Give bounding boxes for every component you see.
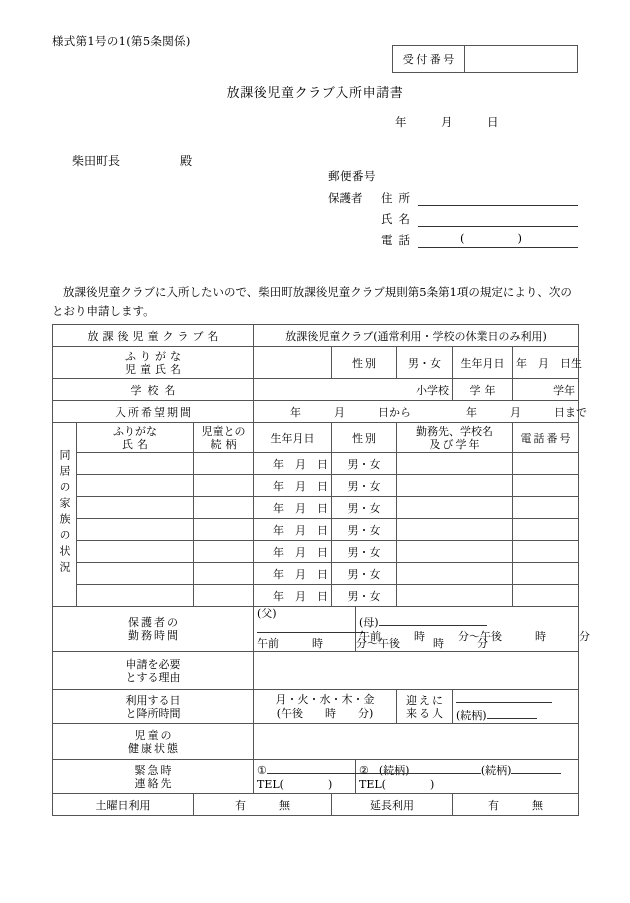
guardian-prefix: 保護者 [328,191,363,205]
table-row [53,563,579,585]
emergency2-tel-row[interactable] [359,778,575,792]
table-row-emergency [53,760,579,794]
table-row-options [53,794,579,816]
emergency2-name-row [359,762,575,778]
reason-input[interactable] [254,652,579,690]
family-cell-birth[interactable]: 年 月 日 [254,541,332,563]
father-label: (父) [257,607,277,620]
family-header-birth: 生年月日 [254,423,332,453]
child-birth-value[interactable]: 年 月 日生 [513,347,579,379]
table-row [53,541,579,563]
period-label: 入所希望期間 [53,401,254,423]
family-cell-work[interactable] [397,475,513,497]
family-cell-name[interactable] [77,497,194,519]
child-furigana-label: ふりがな [125,349,185,363]
father-label-row [257,607,352,637]
child-gender-label: 性別 [332,347,397,379]
pickup-name-row [456,691,575,707]
table-row-health [53,724,579,760]
family-cell-name[interactable] [77,585,194,607]
pickup-relation-row [456,707,575,723]
pickup-person-label: 迎えに 来る人 [397,690,453,724]
mother-label: (母) [359,616,379,629]
family-header-work: 勤務先、学校名 及び学年 [397,423,513,453]
family-cell-birth[interactable]: 年 月 日 [254,497,332,519]
table-row-period [53,401,579,423]
family-cell-name[interactable] [77,519,194,541]
guardian-name-label: 氏名 [381,212,416,226]
school-name-input[interactable] [254,379,453,401]
table-row-family-header [53,423,579,453]
emergency-contact-2[interactable] [356,760,579,794]
emergency1-tel-label: TEL [257,777,280,791]
extension-use-value[interactable]: 有 無 [453,794,579,816]
family-header-furigana: ふりがな [113,424,157,438]
emergency1-name-row [257,762,410,778]
emergency1-marker: ① [257,763,267,777]
emergency2-relation-label: (続柄) [480,763,512,777]
pickup-person-value[interactable] [453,690,579,724]
family-cell-birth[interactable]: 年 月 日 [254,453,332,475]
table-row [53,519,579,541]
family-cell-relation[interactable] [194,475,254,497]
family-cell-tel[interactable] [513,585,579,607]
postal-code-label: 郵便番号 [328,169,376,183]
family-cell-work[interactable] [397,563,513,585]
emergency1-relation-label: (続柄) [378,763,410,777]
father-workplace-blank[interactable] [257,621,365,633]
guardian-name-row [328,208,578,227]
saturday-use-value[interactable]: 有 無 [194,794,332,816]
guardian-tel-row [328,229,578,248]
child-name-input[interactable] [254,347,332,379]
family-cell-birth[interactable]: 年 月 日 [254,563,332,585]
family-cell-tel[interactable] [513,475,579,497]
family-cell-gender[interactable]: 男・女 [332,585,397,607]
usage-label: 利用する日 と降所時間 [53,690,254,724]
table-row [53,453,579,475]
emergency1-tel-row[interactable] [257,778,352,792]
extension-use-label: 延長利用 [332,794,453,816]
table-row [53,497,579,519]
family-cell-relation[interactable] [194,563,254,585]
emergency2-marker: ② [359,763,369,777]
mother-workplace-blank[interactable] [379,614,487,626]
pickup-name-blank[interactable] [456,691,552,703]
mother-label-row [359,614,575,630]
father-time[interactable]: 午前 時 分～午後 時 分 [257,637,488,650]
family-header-gender: 性別 [332,423,397,453]
guardian-address-label: 住所 [381,191,416,205]
family-cell-birth[interactable]: 年 月 日 [254,475,332,497]
school-grade-label: 学年 [453,379,513,401]
family-cell-work[interactable] [397,585,513,607]
family-cell-relation[interactable] [194,541,254,563]
emergency2-relation-blank[interactable] [511,762,561,774]
family-cell-work[interactable] [397,497,513,519]
guardian-tel-paren: ( ) [460,231,532,245]
submission-date-line: 年 月 日 [395,115,499,129]
family-cell-name[interactable] [77,563,194,585]
page-title: 放課後児童クラブ入所申請書 [226,86,404,101]
child-name-label [53,347,254,379]
family-cell-name[interactable] [77,541,194,563]
body-paragraph: 放課後児童クラブに入所したいので、柴田町放課後児童クラブ規則第5条第1項の規定により、次のとおり申請します。 [52,285,572,318]
family-cell-work[interactable] [397,519,513,541]
club-name-value[interactable]: 放課後児童クラブ(通常利用・学校の休業日のみ利用) [254,325,579,347]
family-cell-birth[interactable]: 年 月 日 [254,585,332,607]
table-row-work-hours [53,607,579,652]
family-cell-gender[interactable]: 男・女 [332,453,397,475]
table-row-reason [53,652,579,690]
form-code: 様式第1号の1(第5条関係) [52,34,191,48]
child-name-sublabel: 児童氏名 [125,362,185,376]
child-gender-value[interactable]: 男・女 [397,347,453,379]
family-cell-gender[interactable]: 男・女 [332,475,397,497]
saturday-use-label: 土曜日利用 [53,794,194,816]
family-cell-gender[interactable]: 男・女 [332,497,397,519]
application-table [52,324,590,816]
family-cell-tel[interactable] [513,497,579,519]
receipt-number-label: 受付番号 [393,46,465,72]
health-label: 児童の 健康状態 [53,724,254,760]
family-cell-name[interactable] [77,475,194,497]
guardian-name-input[interactable] [418,211,578,227]
mother-time[interactable]: 午前 時 分～午後 時 分 [359,630,590,643]
child-birth-label: 生年月日 [453,347,513,379]
family-cell-birth[interactable]: 年 月 日 [254,519,332,541]
family-cell-relation[interactable] [194,519,254,541]
family-cell-name[interactable] [77,453,194,475]
family-header-name-label: 氏名 [122,437,152,451]
guardian-tel-input[interactable] [418,232,578,248]
table-row [53,475,579,497]
receipt-number-value[interactable] [465,46,577,72]
receipt-number-box [392,45,578,73]
usage-time: (午後 時 分) [276,706,374,720]
family-cell-gender[interactable]: 男・女 [332,541,397,563]
family-cell-relation[interactable] [194,585,254,607]
emergency-label: 緊急時 連絡先 [53,760,254,794]
guardian-block [328,168,578,250]
addressee: 柴田町長 殿 [72,154,193,168]
family-cell-gender[interactable]: 男・女 [332,563,397,585]
family-cell-tel[interactable] [513,541,579,563]
family-cell-relation[interactable] [194,453,254,475]
family-header-relation: 児童との 続柄 [194,423,254,453]
family-section-label: 同居の家族の状況 [53,423,77,607]
table-row [53,585,579,607]
emergency2-tel-label: TEL [359,777,382,791]
guardian-tel-label: 電話 [381,233,416,247]
table-row-school [53,379,579,401]
health-input[interactable] [254,724,579,760]
school-name-label: 学校名 [53,379,254,401]
family-cell-gender[interactable]: 男・女 [332,519,397,541]
school-suffix: 小学校 [416,383,449,397]
family-header-name [77,423,194,453]
family-cell-relation[interactable] [194,497,254,519]
table-row-club-name [53,325,579,347]
family-cell-tel[interactable] [513,563,579,585]
emergency1-tel-paren: ( ) [279,777,333,791]
father-work-hours[interactable] [254,607,488,652]
table-row-usage [53,690,579,724]
emergency2-name-blank[interactable] [369,762,481,774]
school-grade-value[interactable]: 学年 [513,379,579,401]
family-cell-tel[interactable] [513,519,579,541]
club-name-label: 放課後児童クラブ名 [53,325,254,347]
period-value[interactable]: 年 月 日から 年 月 日まで [254,401,579,423]
guardian-address-row [328,187,578,206]
emergency-contact-1[interactable] [254,760,410,794]
usage-days: 月・火・水・木・金 [275,692,375,706]
work-hours-label: 保護者の 勤務時間 [53,607,254,652]
pickup-relation-label: (続柄) [456,708,487,722]
reason-label: 申請を必要 とする理由 [53,652,254,690]
table-row-child-name [53,347,579,379]
family-cell-work[interactable] [397,453,513,475]
emergency2-tel-paren: ( ) [381,777,435,791]
family-header-tel: 電話番号 [513,423,579,453]
family-cell-work[interactable] [397,541,513,563]
guardian-address-input[interactable] [418,190,578,206]
family-cell-tel[interactable] [513,453,579,475]
usage-days-value[interactable] [254,690,397,724]
pickup-relation-blank[interactable] [487,707,537,719]
